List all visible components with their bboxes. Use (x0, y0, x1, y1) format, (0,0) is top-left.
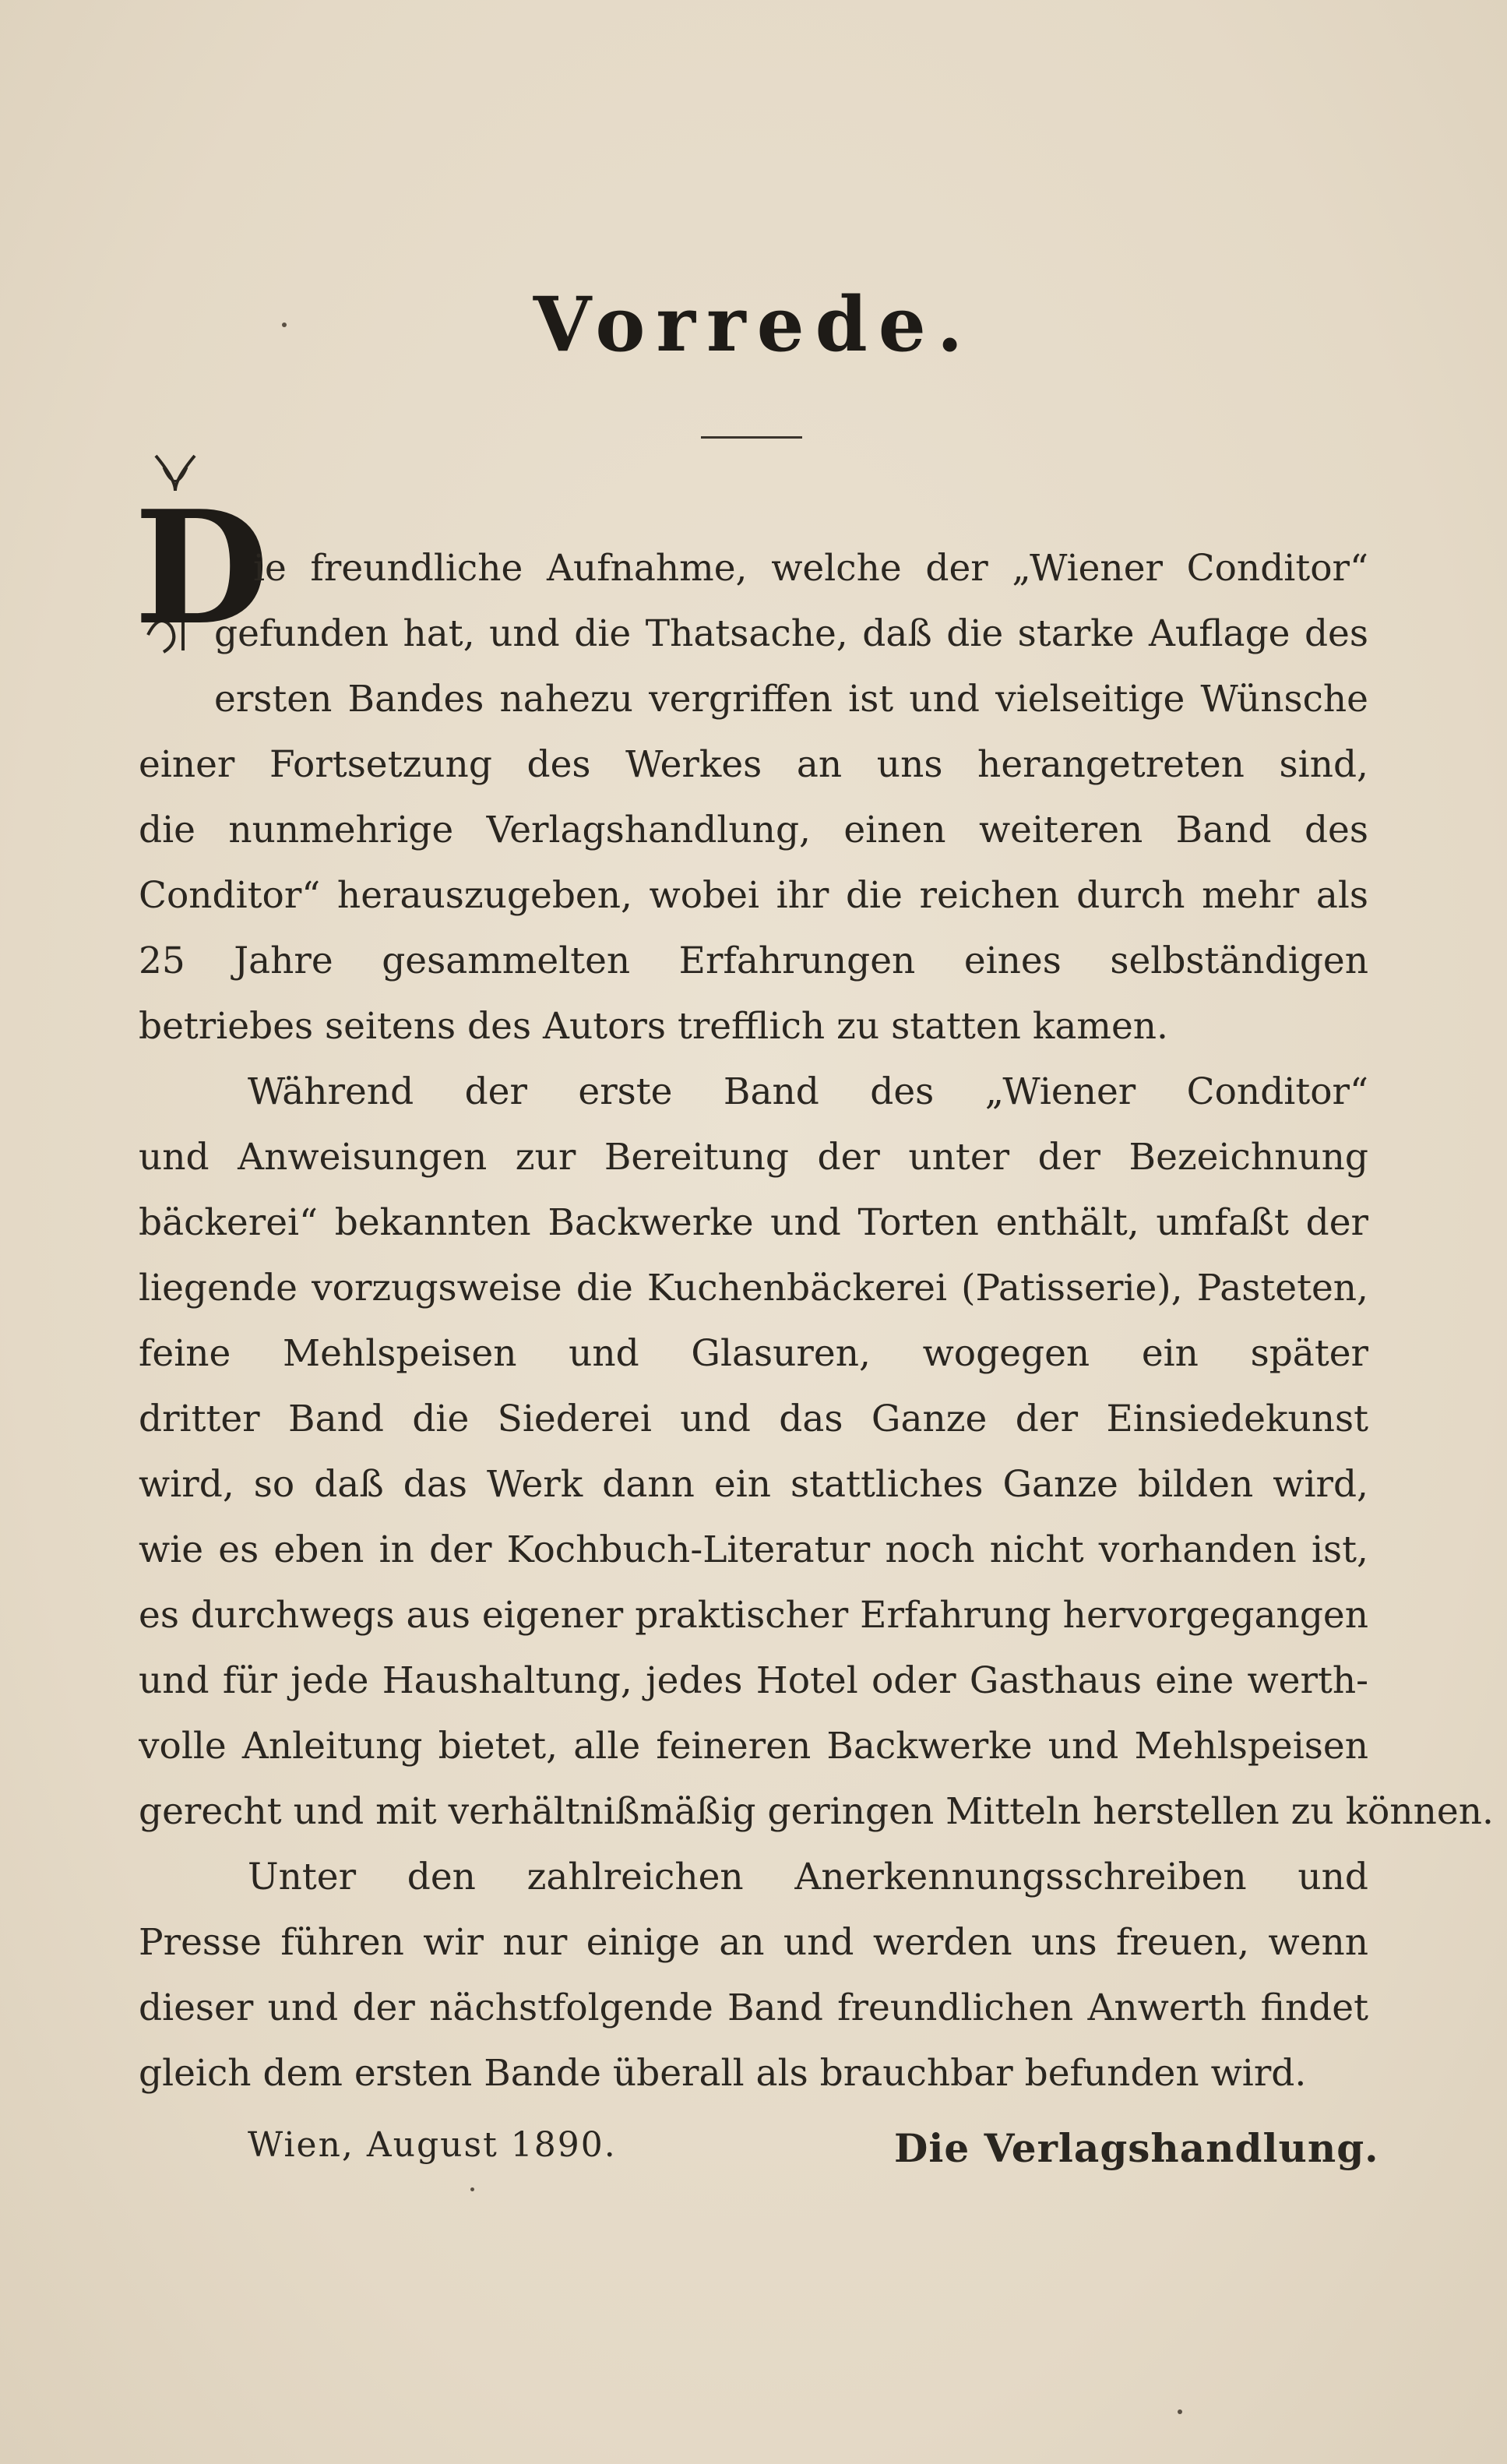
text-line: Unter den zahlreichen Anerkennungsschreiben und (248, 1856, 1368, 1898)
text-line: bäckerei“ bekannten Backwerke und Torten enthält, umfaßt der (139, 1201, 1368, 1244)
place-date: Wien, August 1890. (248, 2125, 617, 2165)
text-line: liegende vorzugsweise die Kuchenbäckerei (Patisserie), Pasteten, (139, 1267, 1368, 1310)
text-line: volle Anleitung bietet, alle feineren Backwerke und Mehlspeisen (139, 1725, 1368, 1768)
text-line: Conditor“ herauszugeben, wobei ihr die reichen durch mehr als (139, 874, 1368, 917)
text-line: die nunmehrige Verlagshandlung, einen weiteren Band des (139, 809, 1368, 851)
text-line: Presse führen wir nur einige an und werden uns freuen, wenn (139, 1921, 1368, 1964)
text-line: dieser und der nächstfolgende Band freundlichen Anwerth findet (139, 1986, 1368, 2029)
text-line: wird, so daß das Werk dann ein stattliches Ganze bilden wird, (139, 1463, 1368, 1506)
text-line: gefunden hat, und die Thatsache, daß die starke Auflage des (214, 612, 1368, 655)
text-line: und Anweisungen zur Bereitung der unter der Bezeichnung (139, 1136, 1368, 1179)
text-line: betriebes seitens des Autors trefflich zu statten kamen. (139, 1005, 1168, 1048)
text-line: ie freundliche Aufnahme, welche der „Wiener Conditor“ (253, 547, 1368, 590)
text-line: wie es eben in der Kochbuch-Literatur noch nicht vorhanden ist, (139, 1528, 1368, 1571)
text-line: 25 Jahre gesammelten Erfahrungen eines selbständigen (139, 939, 1368, 982)
text-line: dritter Band die Siederei und das Ganze der Einsiedekunst (139, 1398, 1368, 1440)
text-line: es durchwegs aus eigener praktischer Erfahrung hervorgegangen (139, 1594, 1368, 1637)
page-title: Vorrede. (533, 280, 974, 368)
title-divider (701, 436, 802, 439)
signature: Die Verlagshandlung. (894, 2125, 1379, 2171)
text-line: feine Mehlspeisen und Glasuren, wogegen ein später (139, 1332, 1368, 1375)
paper-speck (1178, 2409, 1182, 2414)
text-line: gleich dem ersten Bande überall als brauchbar befunden wird. (139, 2052, 1307, 2095)
text-line: einer Fortsetzung des Werkes an uns herangetreten sind, (139, 743, 1368, 786)
text-line: gerecht und mit verhältnißmäßig geringen Mitteln herstellen zu können. (139, 1790, 1494, 1833)
text-line: Während der erste Band des „Wiener Conditor“ (248, 1070, 1368, 1113)
text-line: und für jede Haushaltung, jedes Hotel oder Gasthaus eine werth- (139, 1659, 1368, 1702)
paper-speck (470, 2187, 474, 2191)
dropcap-letter: D (134, 477, 269, 660)
text-line: ersten Bandes nahezu vergriffen ist und vielseitige Wünsche (214, 678, 1368, 721)
paper-speck (282, 323, 287, 327)
